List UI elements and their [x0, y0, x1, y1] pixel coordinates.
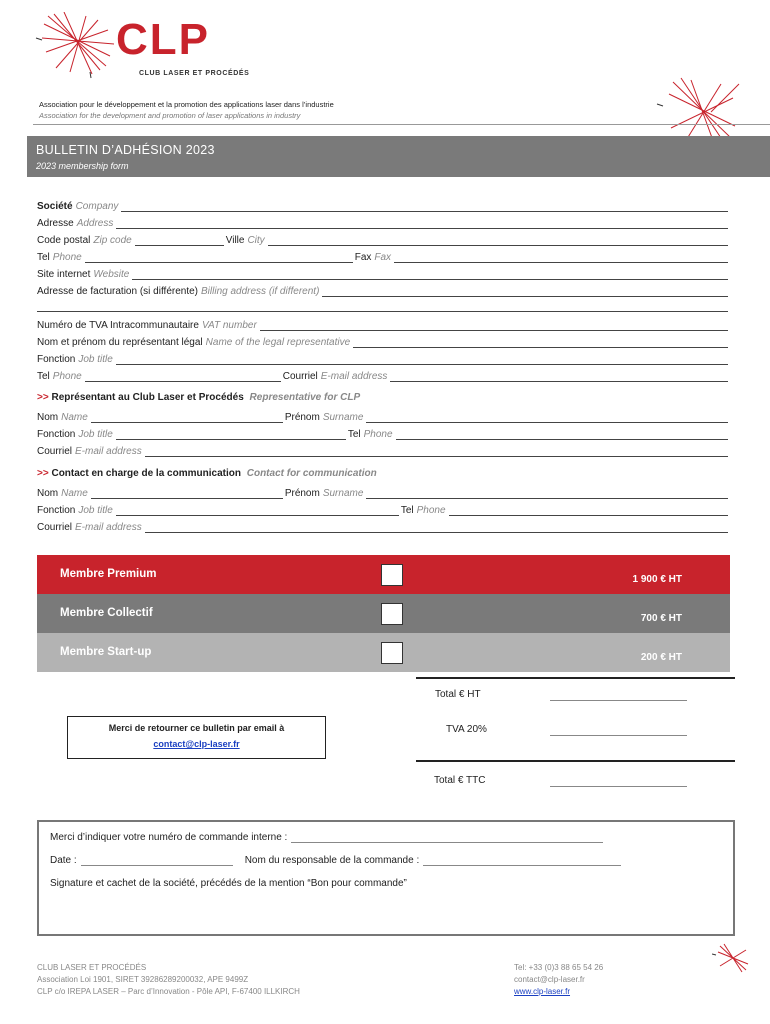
- membership-startup-row: [37, 633, 730, 672]
- com-email-label: Courriel: [37, 522, 73, 533]
- email-label: Courriel: [282, 371, 318, 382]
- com-surname-input-line[interactable]: [366, 489, 728, 499]
- total-ht-label: Total € HT: [435, 689, 481, 700]
- form-title: BULLETIN D’ADHÉSION 2023: [36, 143, 215, 157]
- footer-org-name: CLUB LASER ET PROCÉDÉS: [37, 963, 147, 972]
- rep-surname-label: Prénom: [284, 412, 320, 423]
- laser-star-icon: [34, 12, 124, 82]
- order-manager-input-line[interactable]: [423, 856, 621, 866]
- billing-address-field: [37, 283, 728, 297]
- address-field: [37, 215, 728, 229]
- representative-section-title: [37, 392, 360, 403]
- phone2-label: Tel: [37, 371, 50, 382]
- logo-subtitle: CLUB LASER ET PROCÉDÉS: [139, 70, 250, 77]
- return-instructions-text: Merci de retourner ce bulletin par email à: [108, 723, 285, 733]
- zip-label: Code postal: [37, 235, 91, 246]
- total-ht-input-line[interactable]: [550, 700, 687, 701]
- phone-fax-field: [37, 249, 728, 263]
- billing-address-line-2[interactable]: [37, 311, 728, 312]
- com-email-field: [37, 519, 728, 533]
- com-surname-hint: Surname: [322, 488, 364, 499]
- representative-title-hint: Representative for CLP: [249, 392, 361, 403]
- legal-representative-label: Nom et prénom du représentant légal: [37, 337, 203, 348]
- com-job-label: Fonction: [37, 505, 76, 516]
- order-details-box: [37, 820, 735, 936]
- header-divider: [33, 124, 770, 125]
- zip-hint: Zip code: [93, 235, 132, 246]
- footer-organization: [37, 962, 300, 998]
- fax-input-line[interactable]: [394, 253, 728, 263]
- com-job-hint: Job title: [78, 505, 113, 516]
- billing-address-label: Adresse de facturation (si différente): [37, 286, 199, 297]
- job-title-field: [37, 351, 728, 365]
- footer-legal: Association Loi 1901, SIRET 39286289200032, APE 9499Z: [37, 975, 249, 984]
- rep-job-phone-field: [37, 426, 728, 440]
- order-number-input-line[interactable]: [291, 833, 603, 843]
- membership-premium-checkbox[interactable]: [381, 564, 403, 586]
- rep-surname-hint: Surname: [322, 412, 364, 423]
- vat-input-line[interactable]: [260, 321, 728, 331]
- rep-job-input-line[interactable]: [116, 430, 346, 440]
- rep-surname-input-line[interactable]: [366, 413, 728, 423]
- order-number-row: [50, 829, 603, 843]
- membership-collective-checkbox[interactable]: [381, 603, 403, 625]
- address-label: Adresse: [37, 218, 74, 229]
- signature-instructions: Signature et cachet de la société, précédés de la mention “Bon pour commande”: [50, 878, 407, 889]
- rep-name-label: Nom: [37, 412, 59, 423]
- address-hint: Address: [76, 218, 114, 229]
- com-name-hint: Name: [61, 488, 88, 499]
- tagline-english: Association for the development and promotion of laser applications in industry: [39, 111, 301, 120]
- billing-address-input-line[interactable]: [322, 287, 728, 297]
- city-input-line[interactable]: [268, 236, 728, 246]
- footer-email[interactable]: contact@clp-laser.fr: [514, 975, 585, 984]
- phone2-input-line[interactable]: [85, 372, 281, 382]
- rep-job-label: Fonction: [37, 429, 76, 440]
- com-phone-label: Tel: [400, 505, 414, 516]
- com-email-hint: E-mail address: [75, 522, 142, 533]
- phone-hint: Phone: [52, 252, 82, 263]
- zip-city-field: [37, 232, 728, 246]
- footer-address: CLP c/o IREPA LASER – Parc d’Innovation - Pôle API, F-67400 ILLKIRCH: [37, 987, 300, 996]
- company-hint: Company: [75, 201, 119, 212]
- com-name-field: [37, 485, 728, 499]
- vat-label: Numéro de TVA Intracommunautaire: [37, 320, 199, 331]
- logo-wordmark: CLP: [116, 15, 210, 64]
- rep-name-hint: Name: [61, 412, 88, 423]
- membership-collective-row: [37, 594, 730, 633]
- form-subtitle: 2023 membership form: [36, 161, 129, 171]
- vat-hint: VAT number: [201, 320, 257, 331]
- com-surname-label: Prénom: [284, 488, 320, 499]
- order-date-input-line[interactable]: [81, 856, 233, 866]
- job-title-input-line[interactable]: [116, 355, 728, 365]
- zip-input-line[interactable]: [135, 236, 224, 246]
- rep-email-field: [37, 443, 728, 457]
- form-title-banner: [27, 136, 770, 177]
- website-input-line[interactable]: [132, 270, 728, 280]
- company-field: [37, 198, 728, 212]
- fax-hint: Fax: [374, 252, 392, 263]
- legal-representative-input-line[interactable]: [353, 338, 728, 348]
- totals-mid-rule: [416, 760, 735, 762]
- laser-star-footer-icon: [712, 942, 752, 974]
- membership-premium-row: [37, 555, 730, 594]
- order-date-row: [50, 852, 621, 866]
- membership-price: 200 € HT: [640, 652, 682, 663]
- section-arrow: >>: [37, 468, 49, 479]
- rep-phone-label: Tel: [347, 429, 361, 440]
- membership-name: Membre Premium: [60, 568, 157, 580]
- footer-phone: Tel: +33 (0)3 88 65 54 26: [514, 963, 604, 972]
- order-date-label: Date :: [50, 855, 77, 866]
- section-arrow: >>: [37, 392, 49, 403]
- rep-email-label: Courriel: [37, 446, 73, 457]
- order-manager-label: Nom du responsable de la commande :: [244, 855, 420, 866]
- com-job-input-line[interactable]: [116, 506, 399, 516]
- legal-representative-field: [37, 334, 728, 348]
- return-email-link[interactable]: contact@clp-laser.fr: [153, 739, 240, 749]
- com-phone-input-line[interactable]: [449, 506, 728, 516]
- communication-title-hint: Contact for communication: [246, 468, 377, 479]
- totals-top-rule: [416, 677, 735, 679]
- rep-email-input-line[interactable]: [145, 447, 728, 457]
- fax-label: Fax: [354, 252, 372, 263]
- vat-amount-input-line[interactable]: [550, 735, 687, 736]
- rep-email-hint: E-mail address: [75, 446, 142, 457]
- rep-job-hint: Job title: [78, 429, 113, 440]
- com-job-phone-field: [37, 502, 728, 516]
- communication-title: Contact en charge de la communication: [51, 468, 241, 479]
- legal-representative-hint: Name of the legal representative: [205, 337, 351, 348]
- footer-contact: [514, 962, 603, 998]
- membership-price: 700 € HT: [640, 613, 682, 624]
- clp-logo: [34, 12, 264, 84]
- total-ttc-input-line[interactable]: [550, 786, 687, 787]
- com-phone-hint: Phone: [416, 505, 446, 516]
- rep-phone-hint: Phone: [363, 429, 393, 440]
- signature-row: [50, 875, 407, 889]
- com-email-input-line[interactable]: [145, 523, 728, 533]
- total-ttc-label: Total € TTC: [434, 775, 486, 786]
- website-field: [37, 266, 728, 280]
- com-name-input-line[interactable]: [91, 489, 283, 499]
- city-hint: City: [247, 235, 265, 246]
- membership-price: 1 900 € HT: [632, 574, 682, 585]
- email-input-line[interactable]: [390, 372, 728, 382]
- phone2-hint: Phone: [52, 371, 82, 382]
- website-label: Site internet: [37, 269, 91, 280]
- membership-startup-checkbox[interactable]: [381, 642, 403, 664]
- email-hint: E-mail address: [320, 371, 388, 382]
- address-input-line[interactable]: [116, 219, 728, 229]
- com-name-label: Nom: [37, 488, 59, 499]
- communication-section-title: [37, 468, 377, 479]
- membership-name: Membre Collectif: [60, 607, 153, 619]
- rep-name-field: [37, 409, 728, 423]
- phone-label: Tel: [37, 252, 50, 263]
- order-number-label: Merci d’indiquer votre numéro de commande interne :: [50, 832, 288, 843]
- job-title-label: Fonction: [37, 354, 76, 365]
- vat-field: [37, 317, 728, 331]
- company-input-line[interactable]: [121, 202, 728, 212]
- membership-name: Membre Start-up: [60, 646, 152, 658]
- website-hint: Website: [93, 269, 130, 280]
- tagline-french: Association pour le développement et la promotion des applications laser dans l’industrie: [39, 100, 334, 109]
- vat-rate-label: TVA 20%: [446, 724, 487, 735]
- company-label: Société: [37, 201, 73, 212]
- billing-address-hint: Billing address (if different): [201, 286, 320, 297]
- return-instructions-box: [67, 716, 326, 759]
- phone-email-field: [37, 368, 728, 382]
- job-title-hint: Job title: [78, 354, 113, 365]
- rep-phone-input-line[interactable]: [396, 430, 728, 440]
- phone-input-line[interactable]: [85, 253, 353, 263]
- footer-website-link[interactable]: www.clp-laser.fr: [514, 987, 571, 996]
- representative-title: Représentant au Club Laser et Procédés: [51, 392, 244, 403]
- rep-name-input-line[interactable]: [91, 413, 283, 423]
- city-label: Ville: [225, 235, 245, 246]
